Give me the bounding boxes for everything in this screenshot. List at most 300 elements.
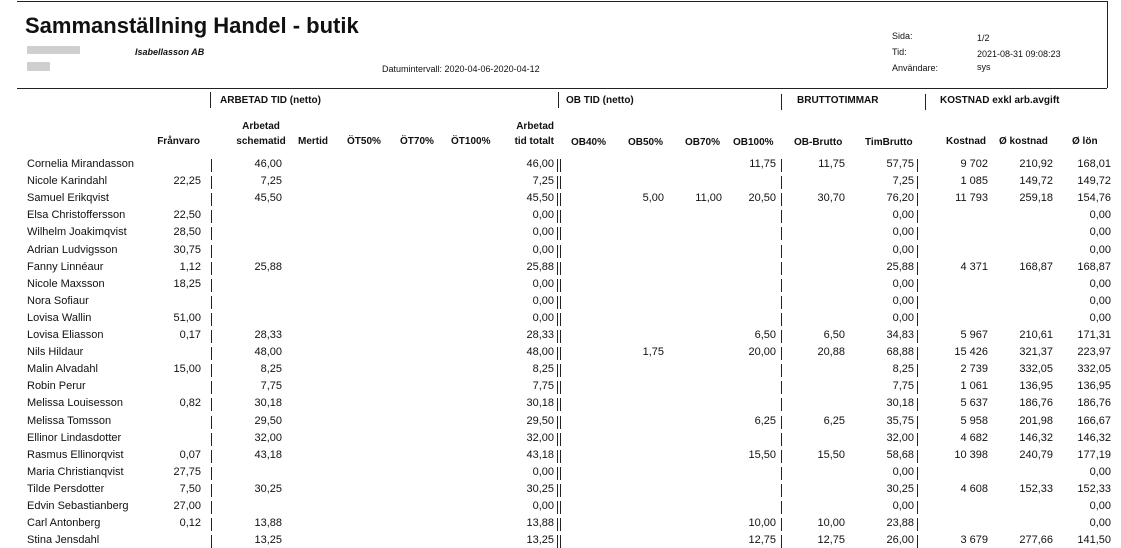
- cell-tot: 8,25: [532, 363, 554, 376]
- col-ob-brutto: OB-Brutto: [794, 137, 843, 148]
- row-separator: [560, 381, 561, 394]
- row-separator: [917, 518, 918, 531]
- employee-name: Lovisa Eliasson: [27, 329, 104, 341]
- row-separator: [917, 450, 918, 463]
- meta-time-value: 2021-08-31 09:08:23: [977, 49, 1061, 59]
- row-separator: [917, 313, 918, 326]
- meta-user-value: sys: [977, 62, 991, 72]
- row-separator: [560, 279, 561, 292]
- col-o-lon: Ø lön: [1072, 136, 1098, 147]
- cell-ob100: 15,50: [748, 448, 776, 461]
- row-separator: [917, 398, 918, 411]
- cell-obbrutto: 10,00: [817, 517, 845, 530]
- cell-timbrutto: 26,00: [886, 534, 914, 547]
- cell-schematid: 13,25: [254, 534, 282, 547]
- cell-schematid: 13,88: [254, 517, 282, 530]
- cell-tot: 45,50: [526, 192, 554, 205]
- row-separator: [557, 433, 558, 446]
- cell-timbrutto: 32,00: [886, 431, 914, 444]
- cell-timbrutto: 8,25: [892, 363, 914, 376]
- row-separator: [557, 535, 558, 548]
- cell-okostnad: 259,18: [1019, 192, 1053, 205]
- cell-olon: 152,33: [1077, 482, 1111, 495]
- cell-kostnad: 1 085: [960, 175, 988, 188]
- cell-kostnad: 5 637: [960, 397, 988, 410]
- cell-ob50: 5,00: [642, 192, 664, 205]
- row-separator: [560, 518, 561, 531]
- cell-schematid: 48,00: [254, 346, 282, 359]
- cell-timbrutto: 0,00: [892, 209, 914, 222]
- cell-tot: 0,00: [532, 209, 554, 222]
- page-right-border: [1107, 1, 1108, 88]
- row-separator: [560, 416, 561, 429]
- cell-schematid: 46,00: [254, 158, 282, 170]
- col-ot100: ÖT100%: [451, 136, 491, 147]
- cell-timbrutto: 25,88: [886, 260, 914, 273]
- row-separator: [781, 518, 782, 531]
- cell-franvaro: 18,25: [173, 277, 201, 290]
- cell-tot: 13,88: [526, 517, 554, 530]
- row-separator: [917, 330, 918, 343]
- row-separator: [560, 330, 561, 343]
- cell-kostnad: 4 608: [960, 482, 988, 495]
- employee-name: Melissa Tomsson: [27, 414, 112, 427]
- cell-timbrutto: 35,75: [886, 414, 914, 427]
- row-separator: [211, 535, 212, 548]
- row-separator: [211, 296, 212, 309]
- group-bruttotimmar: BRUTTOTIMMAR: [797, 95, 879, 106]
- employee-name: Robin Perur: [27, 380, 86, 393]
- employee-name: Fanny Linnéaur: [27, 260, 104, 273]
- cell-kostnad: 4 371: [960, 260, 988, 273]
- row-separator: [557, 296, 558, 309]
- cell-ob100: 12,75: [748, 534, 776, 547]
- row-separator: [557, 330, 558, 343]
- cell-tot: 29,50: [526, 414, 554, 427]
- employee-name: Elsa Christoffersson: [27, 209, 126, 222]
- group-separator: [925, 94, 926, 110]
- row-separator: [557, 364, 558, 377]
- cell-timbrutto: 57,75: [886, 158, 914, 170]
- row-separator: [211, 450, 212, 463]
- cell-obbrutto: 6,25: [823, 414, 845, 427]
- row-separator: [211, 416, 212, 429]
- row-separator: [211, 381, 212, 394]
- row-separator: [781, 381, 782, 394]
- row-separator: [211, 279, 212, 292]
- cell-franvaro: 27,00: [173, 500, 201, 512]
- row-separator: [560, 159, 561, 172]
- row-separator: [211, 245, 212, 258]
- cell-obbrutto: 20,88: [817, 346, 845, 359]
- cell-franvaro: 22,50: [173, 209, 201, 222]
- cell-obbrutto: 11,75: [818, 158, 845, 170]
- row-separator: [211, 364, 212, 377]
- cell-olon: 0,00: [1089, 243, 1111, 256]
- row-separator: [557, 518, 558, 531]
- cell-tot: 25,88: [526, 260, 554, 273]
- cell-kostnad: 15 426: [954, 346, 988, 359]
- cell-timbrutto: 7,75: [892, 380, 914, 393]
- cell-tot: 0,00: [532, 243, 554, 256]
- col-ob40: OB40%: [571, 137, 607, 148]
- cell-kostnad: 10 398: [954, 448, 988, 461]
- cell-olon: 154,76: [1077, 192, 1111, 205]
- row-separator: [211, 227, 212, 240]
- cell-kostnad: 4 682: [960, 431, 988, 444]
- company-name: Isabellasson AB: [135, 47, 205, 57]
- row-separator: [560, 467, 561, 480]
- row-separator: [557, 467, 558, 480]
- cell-timbrutto: 34,83: [886, 329, 914, 341]
- row-separator: [781, 330, 782, 343]
- cell-schematid: 30,25: [254, 482, 282, 495]
- cell-ob100: 6,25: [754, 414, 776, 427]
- row-separator: [211, 313, 212, 326]
- employee-name: Stina Jensdahl: [27, 534, 100, 547]
- cell-timbrutto: 0,00: [892, 243, 914, 256]
- employee-name: Lovisa Wallin: [27, 311, 92, 324]
- row-separator: [557, 262, 558, 275]
- cell-kostnad: 5 967: [960, 329, 988, 341]
- row-separator: [557, 381, 558, 394]
- cell-tot: 0,00: [532, 500, 554, 512]
- cell-okostnad: 146,32: [1019, 431, 1053, 444]
- cell-schematid: 29,50: [254, 414, 282, 427]
- cell-tot: 32,00: [526, 431, 554, 444]
- cell-timbrutto: 0,00: [892, 294, 914, 307]
- cell-kostnad: 9 702: [960, 158, 988, 170]
- row-separator: [781, 159, 782, 172]
- row-separator: [781, 245, 782, 258]
- cell-schematid: 8,25: [260, 363, 282, 376]
- cell-timbrutto: 0,00: [892, 500, 914, 512]
- meta-time-label: Tid:: [892, 47, 907, 57]
- row-separator: [560, 347, 561, 360]
- cell-tot: 0,00: [532, 465, 554, 478]
- row-separator: [560, 210, 561, 223]
- row-separator: [781, 227, 782, 240]
- cell-ob100: 20,50: [748, 192, 776, 205]
- cell-franvaro: 0,17: [179, 329, 201, 341]
- row-separator: [917, 262, 918, 275]
- cell-okostnad: 168,87: [1019, 260, 1053, 273]
- cell-franvaro: 51,00: [173, 311, 201, 324]
- group-kostnad: KOSTNAD exkl arb.avgift: [940, 95, 1060, 106]
- group-ob-tid: OB TID (netto): [566, 95, 634, 106]
- cell-schematid: 32,00: [254, 431, 282, 444]
- row-separator: [781, 176, 782, 189]
- employee-name: Tilde Persdotter: [27, 482, 105, 495]
- employee-name: Rasmus Ellinorqvist: [27, 448, 124, 461]
- row-separator: [211, 347, 212, 360]
- row-separator: [557, 416, 558, 429]
- cell-ob50: 1,75: [642, 346, 664, 359]
- cell-kostnad: 11 793: [955, 192, 988, 205]
- cell-franvaro: 27,75: [173, 465, 201, 478]
- row-separator: [781, 535, 782, 548]
- row-separator: [781, 433, 782, 446]
- cell-timbrutto: 23,88: [886, 517, 914, 530]
- row-separator: [917, 381, 918, 394]
- cell-ob100: 6,50: [754, 329, 776, 341]
- row-separator: [917, 416, 918, 429]
- col-kostnad: Kostnad: [946, 136, 986, 147]
- cell-timbrutto: 30,25: [886, 482, 914, 495]
- col-tidtotalt-line2: tid totalt: [514, 136, 554, 147]
- row-separator: [211, 501, 212, 514]
- row-separator: [560, 484, 561, 497]
- cell-okostnad: 332,05: [1019, 363, 1053, 376]
- employee-name: Nicole Maxsson: [27, 277, 105, 290]
- cell-tot: 0,00: [532, 226, 554, 239]
- cell-timbrutto: 30,18: [886, 397, 914, 410]
- row-separator: [557, 279, 558, 292]
- row-separator: [917, 193, 918, 206]
- row-separator: [917, 484, 918, 497]
- col-ot50: ÖT50%: [347, 136, 381, 147]
- cell-olon: 166,67: [1077, 414, 1111, 427]
- row-separator: [781, 279, 782, 292]
- row-separator: [781, 364, 782, 377]
- report-title: Sammanställning Handel - butik: [25, 13, 359, 38]
- col-franvaro: Frånvaro: [157, 136, 200, 147]
- cell-schematid: 45,50: [254, 192, 282, 205]
- row-separator: [211, 262, 212, 275]
- cell-olon: 223,97: [1077, 346, 1111, 359]
- row-separator: [781, 416, 782, 429]
- cell-olon: 146,32: [1077, 431, 1111, 444]
- employee-name: Malin Alvadahl: [27, 363, 98, 376]
- cell-okostnad: 136,95: [1019, 380, 1053, 393]
- employee-name: Carl Antonberg: [27, 517, 101, 530]
- row-separator: [560, 535, 561, 548]
- row-separator: [560, 245, 561, 258]
- col-tidtotalt-line1: Arbetad: [516, 121, 554, 132]
- col-ot70: ÖT70%: [400, 136, 434, 147]
- row-separator: [211, 210, 212, 223]
- row-separator: [557, 450, 558, 463]
- row-separator: [781, 210, 782, 223]
- row-separator: [781, 193, 782, 206]
- row-separator: [917, 296, 918, 309]
- cell-olon: 168,01: [1077, 158, 1111, 170]
- row-separator: [211, 467, 212, 480]
- cell-kostnad: 5 958: [960, 414, 988, 427]
- employee-name: Nicole Karindahl: [27, 175, 108, 188]
- cell-franvaro: 7,50: [179, 482, 201, 495]
- cell-obbrutto: 30,70: [817, 192, 845, 205]
- cell-olon: 0,00: [1089, 465, 1111, 478]
- cell-timbrutto: 0,00: [892, 465, 914, 478]
- cell-tot: 0,00: [532, 311, 554, 324]
- row-separator: [560, 501, 561, 514]
- row-separator: [917, 501, 918, 514]
- row-separator: [917, 227, 918, 240]
- cell-ob70: 11,00: [695, 192, 722, 205]
- cell-olon: 149,72: [1077, 175, 1111, 188]
- col-schematid-line2: schematid: [236, 136, 286, 147]
- employee-name: Ellinor Lindasdotter: [27, 431, 122, 444]
- row-separator: [917, 535, 918, 548]
- row-separator: [917, 176, 918, 189]
- col-o-kostnad: Ø kostnad: [999, 136, 1048, 147]
- cell-timbrutto: 0,00: [892, 226, 914, 239]
- cell-timbrutto: 76,20: [886, 192, 914, 205]
- row-separator: [560, 313, 561, 326]
- cell-tot: 28,33: [526, 329, 554, 341]
- header-divider: [17, 88, 1107, 89]
- employee-name: Samuel Erikqvist: [27, 192, 109, 205]
- row-separator: [917, 210, 918, 223]
- cell-ob100: 20,00: [748, 346, 776, 359]
- cell-ob100: 11,75: [749, 158, 776, 170]
- col-schematid-line1: Arbetad: [242, 121, 280, 132]
- cell-timbrutto: 7,25: [892, 175, 914, 188]
- cell-franvaro: 15,00: [173, 363, 201, 376]
- cell-okostnad: 240,79: [1019, 448, 1053, 461]
- date-range: Datumintervall: 2020-04-06-2020-04-12: [382, 64, 540, 74]
- cell-tot: 0,00: [532, 294, 554, 307]
- employee-name: Edvin Sebastianberg: [27, 500, 129, 512]
- cell-okostnad: 186,76: [1019, 397, 1053, 410]
- cell-schematid: 25,88: [254, 260, 282, 273]
- employee-name: Maria Christianqvist: [27, 465, 124, 478]
- row-separator: [781, 398, 782, 411]
- redacted-text: [27, 62, 50, 71]
- cell-tot: 7,25: [532, 175, 554, 188]
- row-separator: [560, 193, 561, 206]
- cell-olon: 0,00: [1089, 226, 1111, 239]
- cell-olon: 177,19: [1077, 448, 1111, 461]
- employee-name: Cornelia Mirandasson: [27, 158, 134, 170]
- cell-franvaro: 0,82: [179, 397, 201, 410]
- row-separator: [917, 347, 918, 360]
- row-separator: [211, 193, 212, 206]
- page-top-border: [17, 1, 1107, 2]
- row-separator: [917, 433, 918, 446]
- row-separator: [781, 484, 782, 497]
- employee-name: Nils Hildaur: [27, 346, 84, 359]
- col-timbrutto: TimBrutto: [865, 137, 913, 148]
- employee-name: Nora Sofiaur: [27, 294, 89, 307]
- cell-obbrutto: 12,75: [817, 534, 845, 547]
- cell-schematid: 7,25: [260, 175, 282, 188]
- cell-okostnad: 321,37: [1019, 346, 1053, 359]
- row-separator: [557, 176, 558, 189]
- cell-schematid: 30,18: [254, 397, 282, 410]
- row-separator: [560, 364, 561, 377]
- cell-tot: 43,18: [526, 448, 554, 461]
- row-separator: [557, 484, 558, 497]
- cell-schematid: 7,75: [260, 380, 282, 393]
- cell-franvaro: 0,07: [179, 448, 201, 461]
- col-ob100: OB100%: [733, 137, 774, 148]
- cell-ob100: 10,00: [748, 517, 776, 530]
- cell-olon: 0,00: [1089, 294, 1111, 307]
- row-separator: [781, 501, 782, 514]
- cell-tot: 30,18: [526, 397, 554, 410]
- row-separator: [781, 450, 782, 463]
- cell-olon: 0,00: [1089, 209, 1111, 222]
- group-arbetad-tid: ARBETAD TID (netto): [220, 95, 321, 106]
- row-separator: [917, 159, 918, 172]
- row-separator: [560, 433, 561, 446]
- row-separator: [557, 347, 558, 360]
- row-separator: [557, 313, 558, 326]
- cell-tot: 0,00: [532, 277, 554, 290]
- row-separator: [781, 296, 782, 309]
- cell-schematid: 28,33: [254, 329, 282, 341]
- row-separator: [557, 501, 558, 514]
- row-separator: [557, 210, 558, 223]
- row-separator: [560, 262, 561, 275]
- row-separator: [211, 159, 212, 172]
- row-separator: [560, 227, 561, 240]
- meta-page-label: Sida:: [892, 31, 913, 41]
- cell-olon: 332,05: [1077, 363, 1111, 376]
- group-separator: [781, 94, 782, 110]
- row-separator: [781, 467, 782, 480]
- cell-franvaro: 1,12: [179, 260, 201, 273]
- cell-olon: 168,87: [1077, 260, 1111, 273]
- cell-olon: 136,95: [1077, 380, 1111, 393]
- cell-franvaro: 22,25: [173, 175, 201, 188]
- row-separator: [211, 518, 212, 531]
- row-separator: [917, 364, 918, 377]
- group-separator: [558, 92, 559, 108]
- row-separator: [917, 245, 918, 258]
- cell-tot: 48,00: [526, 346, 554, 359]
- row-separator: [211, 330, 212, 343]
- cell-kostnad: 2 739: [960, 363, 988, 376]
- cell-olon: 0,00: [1089, 277, 1111, 290]
- row-separator: [560, 450, 561, 463]
- row-separator: [560, 296, 561, 309]
- row-separator: [557, 193, 558, 206]
- cell-timbrutto: 0,00: [892, 277, 914, 290]
- cell-tot: 13,25: [526, 534, 554, 547]
- group-separator: [210, 92, 211, 108]
- cell-obbrutto: 6,50: [823, 329, 845, 341]
- col-mertid: Mertid: [298, 136, 328, 147]
- cell-tot: 30,25: [526, 482, 554, 495]
- meta-page-value: 1/2: [977, 33, 990, 43]
- row-separator: [557, 159, 558, 172]
- row-separator: [917, 279, 918, 292]
- cell-tot: 7,75: [532, 380, 554, 393]
- cell-franvaro: 30,75: [173, 243, 201, 256]
- cell-okostnad: 152,33: [1019, 482, 1053, 495]
- cell-timbrutto: 68,88: [886, 346, 914, 359]
- col-ob50: OB50%: [628, 137, 664, 148]
- row-separator: [557, 398, 558, 411]
- row-separator: [917, 467, 918, 480]
- cell-okostnad: 149,72: [1019, 175, 1053, 188]
- col-ob70: OB70%: [685, 137, 721, 148]
- row-separator: [560, 176, 561, 189]
- employee-name: Wilhelm Joakimqvist: [27, 226, 127, 239]
- row-separator: [781, 313, 782, 326]
- cell-olon: 0,00: [1089, 500, 1111, 512]
- cell-kostnad: 1 061: [960, 380, 988, 393]
- cell-obbrutto: 15,50: [817, 448, 845, 461]
- cell-timbrutto: 0,00: [892, 311, 914, 324]
- row-separator: [211, 484, 212, 497]
- cell-tot: 46,00: [526, 158, 554, 170]
- cell-kostnad: 3 679: [960, 534, 988, 547]
- row-separator: [211, 176, 212, 189]
